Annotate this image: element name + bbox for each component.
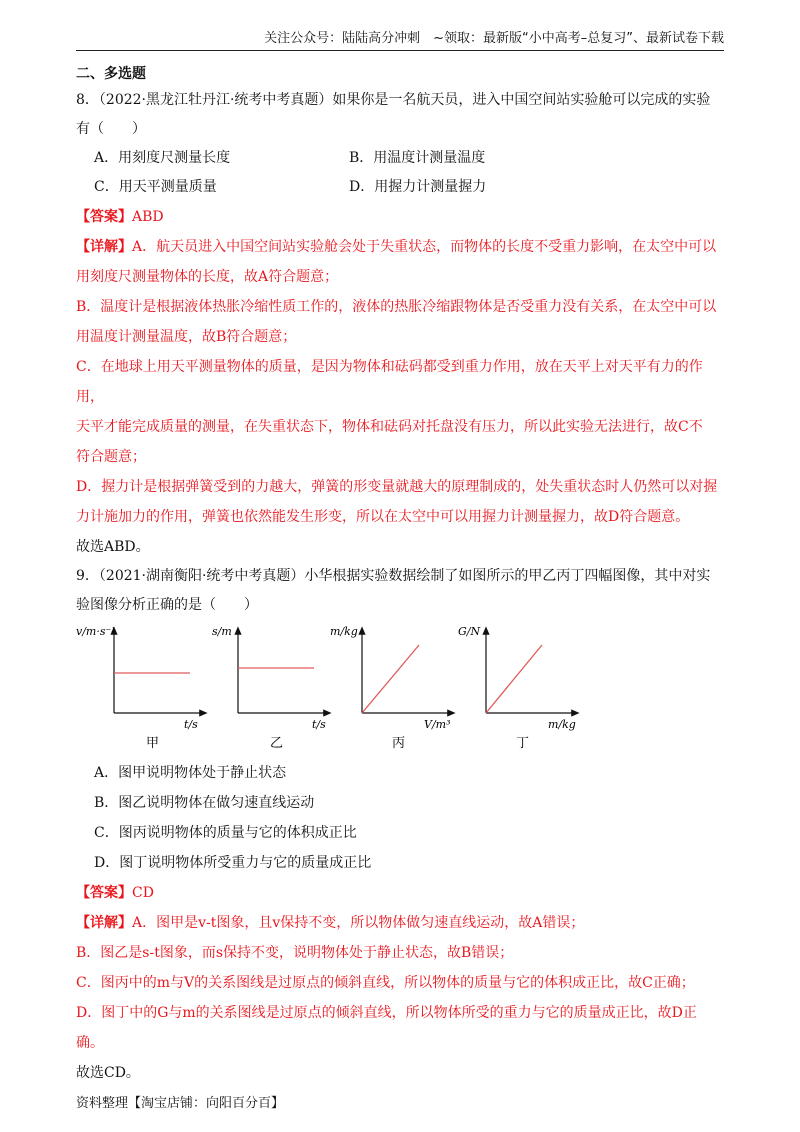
- q9-graphs-svg: [76, 620, 730, 758]
- graph-jia-xlabel: t/s: [184, 718, 198, 731]
- graph-bing-xlabel: V/m³: [424, 718, 451, 731]
- q9-answer-value: CD: [132, 885, 154, 901]
- graph-ding-line: [486, 645, 542, 713]
- q9-option-d: D．图丁说明物体所受重力与它的质量成正比: [94, 855, 372, 871]
- graph-jia-caption: 甲: [146, 736, 160, 751]
- graph-ding-ylabel: G/N: [458, 625, 481, 638]
- graph-bing-line: [362, 645, 419, 713]
- graph-bing-ylabel: m/kg: [330, 625, 358, 638]
- q8-stem-line2: 有（ ）: [76, 121, 146, 137]
- graph-bing: [330, 625, 452, 751]
- q8-answer-value: ABD: [132, 209, 164, 225]
- q8-detail-line: [76, 232, 730, 262]
- q8-option-a: A．用刻度尺测量长度: [94, 150, 231, 166]
- q9-detail-line: [76, 908, 730, 938]
- q8-detail-line: B．温度计是根据液体热胀冷缩性质工作的，液体的热胀冷缩跟物体是否受重力没有关系，在太空中可以: [76, 299, 717, 315]
- q9-option-b: B．图乙说明物体在做匀速直线运动: [94, 795, 315, 811]
- q8-options: [94, 144, 730, 202]
- q9-option-c: C．图丙说明物体的质量与它的体积成正比: [94, 825, 357, 841]
- q8-detail-line: 用刻度尺测量物体的长度，故A符合题意；: [76, 269, 339, 285]
- q9-stem-line1: 9．（2021·湖南衡阳·统考中考真题）小华根据实验数据绘制了如图所示的甲乙丙丁四幅图像，其中对实: [76, 568, 711, 584]
- q8-option-b: B．用温度计测量温度: [349, 150, 486, 166]
- graph-yi: [212, 625, 328, 751]
- graph-ding-caption: 丁: [516, 736, 530, 751]
- graph-jia-ylabel: v/m·s⁻¹: [76, 625, 116, 638]
- q8-stem-line1: 8．（2022·黑龙江牡丹江·统考中考真题）如果你是一名航天员，进入中国空间站实验舱可以完成的实验: [76, 92, 711, 108]
- q9-detail-line: C．图丙中的m与V的关系图线是过原点的倾斜直线，所以物体的质量与它的体积成正比，故C正确；: [76, 975, 695, 991]
- content: [76, 62, 730, 1088]
- q8-option-c: C．用天平测量质量: [94, 179, 217, 195]
- page-header: 关注公众号：陆陆高分冲刺 ~领取：最新版“小中高考–总复习”、最新试卷下载: [76, 28, 724, 51]
- q8-detail-label: 【详解】: [76, 239, 132, 255]
- q9-conclusion: 故选CD。: [76, 1065, 140, 1081]
- graph-ding: [458, 625, 576, 751]
- q8-answer: [76, 202, 730, 232]
- q8-detail-line: D．握力计是根据弹簧受到的力越大，弹簧的形变量就越大的原理制成的，处失重状态时人仍然可以对握: [76, 479, 718, 495]
- q8-detail-line: C．在地球上用天平测量物体的质量，是因为物体和砝码都受到重力作用，放在天平上对天平有力的作用，: [76, 359, 703, 405]
- q8-detail-line: 力计施加力的作用，弹簧也依然能发生形变，所以在太空中可以用握力计测量握力，故D符合题意。: [76, 509, 690, 525]
- section-title: 二、多选题: [76, 66, 146, 82]
- graph-yi-xlabel: t/s: [312, 718, 326, 731]
- q9-detail-text: A．图甲是v-t图象，且v保持不变，所以物体做匀速直线运动，故A错误；: [132, 915, 585, 931]
- q8-detail-text: A．航天员进入中国空间站实验舱会处于失重状态，而物体的长度不受重力影响，在太空中可以: [132, 239, 717, 255]
- q9-answer-label: 【答案】: [76, 885, 132, 901]
- q8-detail-line: 天平才能完成质量的测量，在失重状态下，物体和砝码对托盘没有压力，所以此实验无法进行，故C不: [76, 419, 703, 435]
- q9-detail-line: D．图丁中的G与m的关系图线是过原点的倾斜直线，所以物体所受的重力与它的质量成正比，故D正: [76, 1005, 697, 1021]
- q8-detail-line: 用温度计测量温度，故B符合题意；: [76, 329, 297, 345]
- q9-answer: [76, 878, 730, 908]
- page-footer: 资料整理【淘宝店铺：向阳百分百】: [76, 1096, 285, 1111]
- q9-detail-line: B．图乙是s-t图象，而s保持不变，说明物体处于静止状态，故B错误；: [76, 945, 514, 961]
- q8-option-d: D．用握力计测量握力: [349, 179, 487, 195]
- q8-conclusion: 故选ABD。: [76, 539, 150, 555]
- q9-stem-line2: 验图像分析正确的是（ ）: [76, 597, 258, 613]
- graph-yi-ylabel: s/m: [212, 625, 232, 638]
- graph-ding-xlabel: m/kg: [548, 718, 576, 731]
- q9-option-a: A．图甲说明物体处于静止状态: [94, 765, 287, 781]
- q9-figures: [76, 620, 730, 758]
- graph-yi-caption: 乙: [270, 736, 284, 751]
- q8-answer-label: 【答案】: [76, 209, 132, 225]
- graph-jia: [76, 625, 204, 751]
- q9-detail-label: 【详解】: [76, 915, 132, 931]
- q9-detail-line: 确。: [76, 1035, 104, 1051]
- q8-detail-line: 符合题意；: [76, 449, 146, 465]
- graph-bing-caption: 丙: [392, 736, 406, 751]
